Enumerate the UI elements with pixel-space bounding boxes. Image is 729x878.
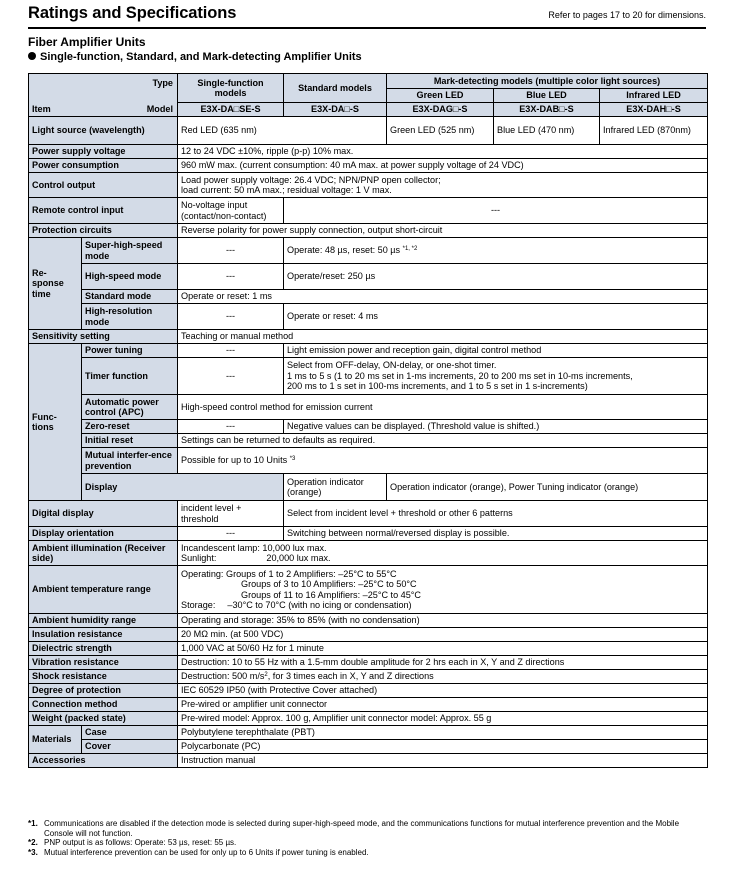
table-row: Automatic power control (APC) High-speed control method for emission current [29,395,708,420]
table-row: Sensitivity setting Teaching or manual method [29,330,708,344]
page-header [28,4,706,26]
spec-table [28,73,708,768]
footnote: *2. PNP output is as follows: Operate: 53 µs, reset: 55 µs. [28,838,237,848]
model-standard: E3X-DA□-S [284,103,387,117]
table-row: Weight (packed state) Pre-wired model: Approx. 100 g, Amplifier unit connector model: Approx. 55 g [29,712,708,726]
table-row: Insulation resistance 20 MΩ min. (at 500 VDC) [29,628,708,642]
model-single: E3X-DA□SE-S [178,103,284,117]
table-row: Timer function --- Select from OFF-delay, ON-delay, or one-shot timer. 1 ms to 5 s (1 to 20 ms set in 1-ms increments, 20 to 200 ms set in 10-ms increments, 200 ms to 1 s set in 100-ms increments, and 1 to 5 s set in 1 s-increments) [29,358,708,395]
section-title: Fiber Amplifier Units [28,35,146,49]
table-row: Materials Case Polybutylene terephthalate (PBT) [29,726,708,740]
table-row: Light source (wavelength) Red LED (635 nm) Green LED (525 nm) Blue LED (470 nm) Infrared LED (870nm) [29,117,708,145]
col-mark-detecting: Mark-detecting models (multiple color light sources) [387,74,708,89]
table-row: Protection circuits Reverse polarity for power supply connection, output short-circuit [29,224,708,238]
col-green-led: Green LED [387,89,494,103]
table-row: Power consumption 960 mW max. (current consumption: 40 mA max. at power supply voltage of 24 VDC) [29,159,708,173]
table-row: Ambient illumination (Receiver side) Incandescent lamp: 10,000 lux max. Sunlight: 20,000 lux max. [29,541,708,566]
table-row: Degree of protection IEC 60529 IP50 (with Protective Cover attached) [29,684,708,698]
table-row: Display Operation indicator (orange) Operation indicator (orange), Power Tuning indicator (orange) [29,474,708,501]
table-row: Dielectric strength 1,000 VAC at 50/60 Hz for 1 minute [29,642,708,656]
section-subtitle: Single-function, Standard, and Mark-detecting Amplifier Units [28,51,362,63]
footnotes [28,819,708,857]
bullet-icon [28,52,36,60]
table-row: Connection method Pre-wired or amplifier unit connector [29,698,708,712]
table-row: Accessories Instruction manual [29,754,708,768]
footnote: *1. Communications are disabled if the detection mode is selected during super-high-speed mode, and the communications functions for mutual interference prevention and the Mobile Console will not function. [28,819,680,838]
table-row: Mutual interfer-ence prevention Possible for up to 10 Units $^{*3}$ [29,448,708,474]
header-rule [28,27,706,29]
model-green: E3X-DAG□-S [387,103,494,117]
table-row: Re-sponse time Super-high-speed mode --- Operate: 48 µs, reset: 50 µs $^{*1, *2}$ [29,238,708,264]
table-row: Cover Polycarbonate (PC) [29,740,708,754]
table-row: Shock resistance Destruction: 500 $m/s^2$, for 3 times each in X, Y and Z directions [29,670,708,684]
table-row: Digital display incident level + threshold Select from incident level + threshold or other 6 patterns [29,501,708,527]
table-row: Func-tions Power tuning --- Light emission power and reception gain, digital control method [29,344,708,358]
table-row: Control output Load power supply voltage: 26.4 VDC; NPN/PNP open collector; load current: 50 mA max.; residual voltage: 1 V max. [29,173,708,198]
col-infrared-led: Infrared LED [600,89,708,103]
table-row: Initial reset Settings can be returned to defaults as required. [29,434,708,448]
dimensions-reference: Refer to pages 17 to 20 for dimensions. [548,10,706,20]
footnote: *3. Mutual interference prevention can be used for only up to 6 Units if power tuning is enabled. [28,847,369,857]
table-row: High-speed mode --- Operate/reset: 250 µs [29,264,708,290]
table-row: Ambient temperature range Operating: Groups of 1 to 2 Amplifiers: –25°C to 55°C Groups of 3 to 10 Amplifiers: –25°C to 50°C Groups of 11 to 16 Amplifiers: –25°C to 45°C Storage: –30°C to 70°C (with no icing or condensation) [29,566,708,614]
model-blue: E3X-DAB□-S [494,103,600,117]
table-row: Standard mode Operate or reset: 1 ms [29,290,708,304]
table-row: Power supply voltage 12 to 24 VDC ±10%, ripple (p-p) 10% max. [29,145,708,159]
page-title: Ratings and Specifications [28,4,237,22]
table-header-row [29,74,708,89]
table-row: Ambient humidity range Operating and storage: 35% to 85% (with no condensation) [29,614,708,628]
table-row: Display orientation --- Switching between normal/reversed display is possible. [29,527,708,541]
table-row: Zero-reset --- Negative values can be displayed. (Threshold value is shifted.) [29,420,708,434]
col-blue-led: Blue LED [494,89,600,103]
table-row: High-resolution mode --- Operate or reset: 4 ms [29,304,708,330]
table-row: Remote control input No-voltage input (contact/non-contact) --- [29,198,708,224]
table-row: Vibration resistance Destruction: 10 to 55 Hz with a 1.5-mm double amplitude for 2 hrs each in X, Y and Z directions [29,656,708,670]
col-single-function: Single-function models [178,74,284,103]
model-infrared: E3X-DAH□-S [600,103,708,117]
type-model-item-header: Type Model Item [29,74,178,117]
col-standard: Standard models [284,74,387,103]
